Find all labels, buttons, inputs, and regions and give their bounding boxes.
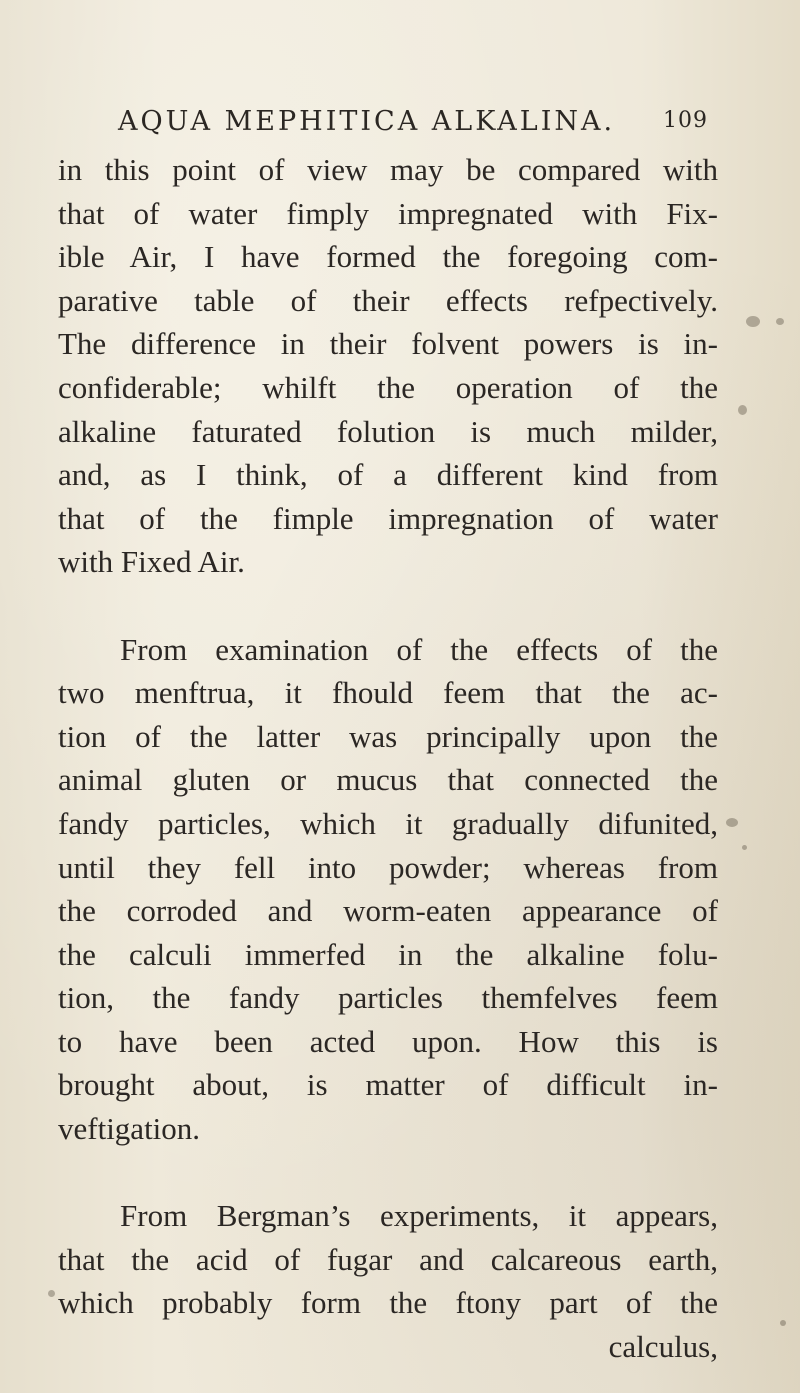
page-number: 109 [663, 108, 708, 133]
text-line: the corroded and worm-eaten appearance of [58, 893, 718, 929]
text-line: animal gluten or mucus that connected the [58, 762, 718, 798]
paper-speck [738, 405, 747, 415]
text-line: to have been acted upon. How this is [58, 1023, 718, 1059]
running-head [118, 106, 718, 150]
text-line: veftigation. [58, 1111, 201, 1147]
paper-speck [746, 316, 760, 327]
text-line: confiderable; whilft the operation of the [58, 369, 718, 405]
text-line: in this point of view may be compared with [58, 152, 718, 187]
paragraph-gap [58, 584, 718, 628]
paragraph-1 [58, 148, 718, 584]
paper-speck [726, 818, 738, 827]
body-text [58, 148, 718, 1369]
text-line: tion, the fandy particles themfelves feem [58, 980, 718, 1016]
paper-speck [48, 1290, 55, 1297]
paragraph-3 [58, 1194, 718, 1368]
text-line: alkaline faturated folution is much milder, [58, 413, 718, 449]
text-line: From Bergman’s experiments, it appears, [120, 1198, 718, 1234]
text-line: From examination of the effects of the [120, 631, 718, 667]
text-line: tion of the latter was principally upon the [58, 718, 718, 754]
text-line: with Fixed Air. [58, 544, 245, 580]
text-line: until they fell into powder; whereas from [58, 849, 718, 885]
text-line: which probably form the ftony part of the [58, 1285, 718, 1321]
text-line: that the acid of fugar and calcareous earth, [58, 1241, 718, 1277]
paper-speck [776, 318, 784, 325]
text-line: the calculi immerfed in the alkaline folu- [58, 936, 718, 972]
text-line: parative table of their effects refpectively. [58, 282, 718, 318]
text-line: fandy particles, which it gradually difunited, [58, 805, 718, 841]
text-line: two menftrua, it fhould feem that the ac- [58, 675, 718, 711]
catchword: calculus, [608, 1329, 718, 1365]
paragraph-gap [58, 1151, 718, 1195]
text-line: The difference in their folvent powers is in- [58, 326, 718, 362]
text-line: brought about, is matter of difficult in- [58, 1067, 718, 1103]
running-title: AQUA MEPHITICA ALKALINA. [118, 106, 616, 137]
text-line: that of water fimply impregnated with Fix- [58, 195, 718, 231]
text-line: that of the fimple impregnation of water [58, 500, 718, 536]
paper-speck [742, 845, 747, 850]
paper-speck [780, 1320, 786, 1326]
paragraph-2 [58, 628, 718, 1151]
text-line: and, as I think, of a different kind from [58, 457, 718, 493]
text-line: ible Air, I have formed the foregoing com- [58, 239, 718, 275]
